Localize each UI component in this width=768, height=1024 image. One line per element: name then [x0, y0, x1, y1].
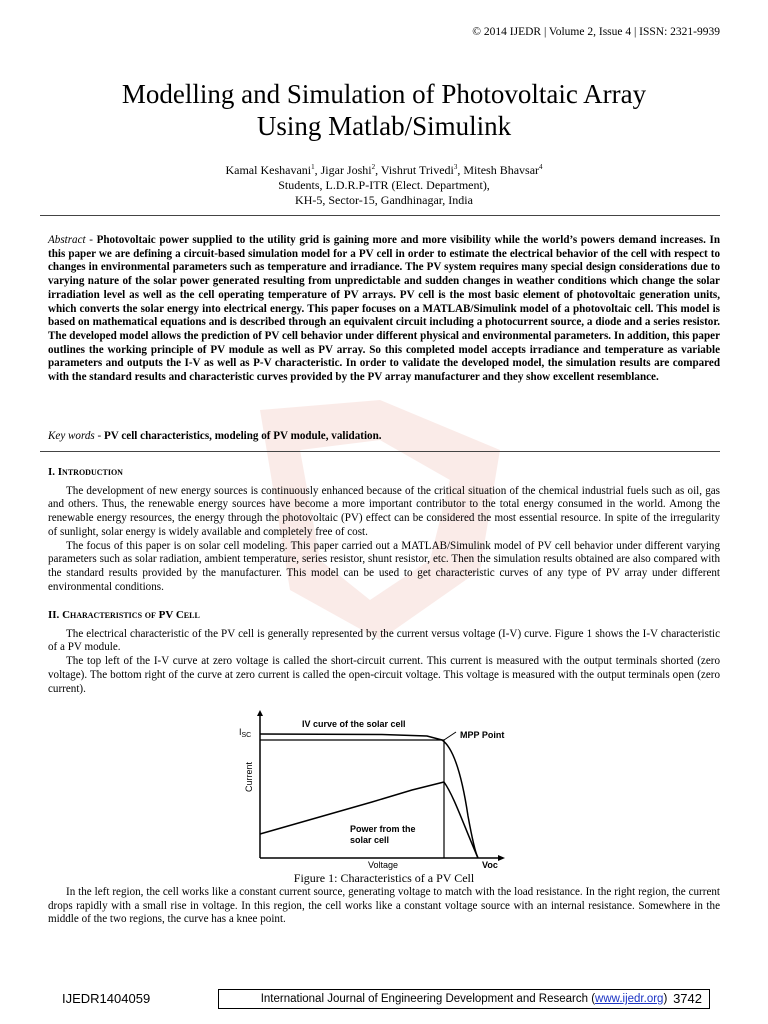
- power-label-line-2: solar cell: [350, 835, 390, 845]
- iv-curve-figure: [232, 706, 532, 872]
- power-label-line-1: Power from the: [350, 824, 416, 834]
- author-block: [40, 160, 728, 208]
- keywords-label: Key words: [48, 430, 95, 442]
- journal-citation-header: © 2014 IJEDR | Volume 2, Issue 4 | ISSN: 2321-9939: [472, 26, 720, 38]
- abstract: Abstract - Photovoltaic power supplied to the utility grid is gaining more and more visibility while the world’s powers demand increases. In this paper we are defining a circuit-based simulation model for a PV cell in order to estimate the electrical behavior of the cell with respect to changes in environmental parameters such as temperature and irradiance. The PV system requires many special design considerations due to varying nature of the solar power generated resulting from unpredictable and sudden changes in weather conditions which change the solar irradiation level as well as the cell operating temperature of PV arrays. PV cell is the most basic element of photovoltaic generation units, which converts the solar energy into electrical energy. This paper focuses on a MATLAB/Simulink model of a photovoltaic cell. This model is based on mathematical equations and is described through an equivalent circuit including a photocurrent source, a diode and a series resistor. The developed model allows the prediction of PV cell behavior under different physical and environmental parameters. In addition, this paper outlines the working principle of PV module as well as PV array. So this completed model accepts irradiance and temperature as variable parameters and outputs the I-V as well as P-V characteristic. In order to validate the developed model, the simulation results are compared with the standard results and characteristic curves provided by the PV array manufacturer and they show excellent resemblance.: [48, 234, 720, 384]
- figure-caption: Figure 1: Characteristics of a PV Cell: [293, 871, 475, 885]
- author-mark: 4: [539, 163, 543, 171]
- author-names: Kamal Keshavani$^1$, Jigar Joshi$^2$, Vishrut Trivedi$^3$, Mitesh Bhavsar$^4$: [225, 163, 543, 177]
- journal-name-close: ): [663, 993, 668, 1005]
- section-introduction: [48, 466, 720, 594]
- journal-url-link[interactable]: www.ijedr.org: [595, 993, 664, 1005]
- x-axis-label: Voltage: [368, 860, 399, 870]
- iv-curve-label: IV curve of the solar cell: [302, 719, 406, 729]
- paragraph: The electrical characteristic of the PV cell is generally represented by the current versus voltage (I-V) curve. Figure 1 shows the I-V characteristic of a PV module.: [48, 627, 720, 654]
- isc-label: $I_{SC}$: [239, 727, 252, 739]
- author-name: Mitesh Bhavsar: [463, 163, 540, 177]
- page-number: 3742: [673, 991, 702, 1006]
- y-axis-arrow: [257, 710, 263, 716]
- y-axis-label: Current: [244, 761, 254, 792]
- section-heading: [48, 466, 720, 480]
- journal-name: International Journal of Engineering Development and Research (: [260, 993, 596, 1005]
- paragraph: The development of new energy sources is continuously enhanced because of the critical situation of the chemical industrial fuels such as oil, gas and others. Thus, the renewable energy sources have become a more important contributor to the total energy consumed in the world. Among the renewable energy resources, the energy through the photovoltaic (PV) effect can be considered the most essential resource. In spite of the irregularity of sunlight, solar energy is widely available and completely free of cost.: [48, 484, 720, 538]
- keywords: Key words - PV cell characteristics, modeling of PV module, validation.: [48, 430, 382, 442]
- voc-label: Voc: [482, 860, 498, 870]
- power-curve: [260, 782, 478, 858]
- abstract-label: Abstract: [48, 234, 86, 246]
- title-line-2: Using Matlab/Simulink: [256, 111, 512, 141]
- paper-code: IJEDR1404059: [62, 991, 151, 1006]
- keywords-text: PV cell characteristics, modeling of PV module, validation.: [104, 430, 382, 442]
- mpp-label: MPP Point: [460, 730, 505, 740]
- affiliation-line-1: Students, L.D.R.P-ITR (Elect. Department),: [278, 178, 490, 192]
- section-number: I.: [48, 466, 56, 478]
- author-mark: 3: [453, 163, 458, 171]
- page-footer: [48, 989, 720, 1009]
- affiliation-line-2: KH-5, Sector-15, Gandhinagar, India: [295, 193, 473, 207]
- section-title: Introduction: [57, 466, 123, 478]
- author-name: Kamal Keshavani: [225, 163, 312, 177]
- divider: [40, 215, 720, 216]
- author-name: Vishrut Trivedi: [380, 163, 454, 177]
- mpp-pointer: [444, 732, 456, 740]
- author-name: Jigar Joshi: [320, 163, 372, 177]
- author-mark: 1: [311, 163, 315, 171]
- x-axis-arrow: [498, 855, 505, 861]
- author-mark: 2: [371, 163, 376, 171]
- section-heading: [48, 609, 720, 623]
- journal-name-box: [218, 989, 710, 1009]
- paragraph: The top left of the I-V curve at zero voltage is called the short-circuit current. This current is measured with the output terminals shorted (zero voltage). The bottom right of the curve at zero current is called the open-circuit voltage. This voltage is measured with the output terminals open (zero current).: [48, 655, 720, 695]
- section-characteristics: [48, 609, 720, 696]
- title-line-1: Modelling and Simulation of Photovoltaic Array: [121, 79, 647, 109]
- section-number: II.: [48, 609, 60, 621]
- divider: [40, 451, 720, 452]
- abstract-text: Photovoltaic power supplied to the utility grid is gaining more and more visibility while the world’s powers demand increases. In this paper we are defining a circuit-based simulation model for a PV cell in order to estimate the electrical behavior of the cell with respect to changes in environmental parameters such as temperature and irradiance. The PV system requires many special design considerations due to varying nature of the solar power generated resulting from unpredictable and sudden changes in weather conditions which change the solar irradiation level as well as the cell operating temperature of PV arrays. PV cell is the most basic element of photovoltaic generation units, which converts the solar energy into electrical energy. This paper focuses on a MATLAB/Simulink model of a photovoltaic cell. This model is based on mathematical equations and is described through an equivalent circuit including a photocurrent source, a diode and a series resistor. The developed model allows the prediction of PV cell behavior under different physical and environmental parameters. In addition, this paper outlines the working principle of PV module as well as PV array. So this completed model accepts irradiance and temperature as variable parameters and outputs the I-V as well as P-V characteristic. In order to validate the developed model, the simulation results are compared with the standard results and characteristic curves provided by the PV array manufacturer and they show excellent resemblance.: [48, 234, 720, 384]
- section-title: Characteristics of PV Cell: [62, 609, 200, 621]
- closing-paragraph: [48, 886, 720, 927]
- paragraph: In the left region, the cell works like a constant current source, generating voltage to match with the load resistance. In the right region, the current drops rapidly with a small rise in voltage. In this region, the cell works like a constant voltage source with an internal resistance. Somewhere in the middle of the two regions, the curve has a knee point.: [48, 886, 720, 926]
- paper-title: [40, 78, 728, 142]
- paragraph: The focus of this paper is on solar cell modeling. This paper carried out a MATLAB/Simulink model of PV cell behavior under different varying parameters such as solar radiation, ambient temperature, series resistor, shunt resistor, etc. Then the simulation results obtained are also compared with the standard results provided by the manufacturer. This model can be used to get characteristic curves of any type of PV array under different environmental conditions.: [48, 539, 720, 593]
